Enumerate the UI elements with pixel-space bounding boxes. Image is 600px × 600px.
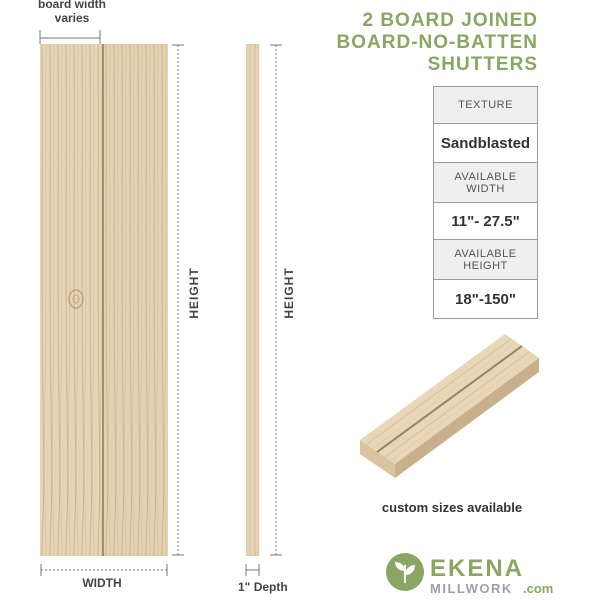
depth-label: 1" Depth (238, 580, 288, 594)
spec-width-header-line2: WIDTH (466, 182, 505, 195)
shutter-front-view (40, 44, 168, 556)
logo-domain: .com (523, 581, 554, 596)
spec-texture-header-text: TEXTURE (458, 99, 513, 111)
leaf-icon (386, 553, 424, 591)
spec-width-value (434, 203, 537, 240)
board-width-label-line1: board width (38, 0, 106, 11)
spec-table (433, 86, 538, 319)
board-width-label-line2: varies (54, 11, 90, 25)
spec-width-header-line1: AVAILABLE (454, 170, 517, 183)
spec-height-header-line1: AVAILABLE (454, 247, 517, 260)
board-width-label (32, 0, 112, 25)
spec-height-value (434, 280, 537, 318)
spec-texture-value (434, 124, 537, 163)
title-line-2: BOARD-NO-BATTEN (336, 32, 538, 53)
logo-sub: MILLWORK (430, 581, 513, 596)
spec-height-value-text: 18"-150" (455, 290, 516, 308)
width-label: WIDTH (82, 576, 122, 590)
product-title (337, 10, 538, 76)
title-line-1: 2 BOARD JOINED (362, 10, 538, 31)
height-label-front: HEIGHT (187, 267, 201, 319)
spec-texture-header (434, 87, 537, 124)
spec-width-header (434, 163, 537, 203)
spec-height-header-line2: HEIGHT (463, 259, 508, 272)
shutter-side-view (246, 44, 260, 556)
logo-name: EKENA (430, 555, 525, 582)
height-label-side: HEIGHT (282, 267, 296, 319)
height-dimension-front (170, 44, 186, 556)
spec-width-value-text: 11"- 27.5" (451, 212, 520, 230)
depth-dimension (240, 562, 266, 578)
board-closeup-image (355, 330, 540, 495)
custom-sizes-note: custom sizes available (381, 500, 523, 515)
spec-height-header (434, 240, 537, 280)
title-line-3: SHUTTERS (427, 54, 538, 75)
spec-texture-value-text: Sandblasted (440, 134, 531, 152)
